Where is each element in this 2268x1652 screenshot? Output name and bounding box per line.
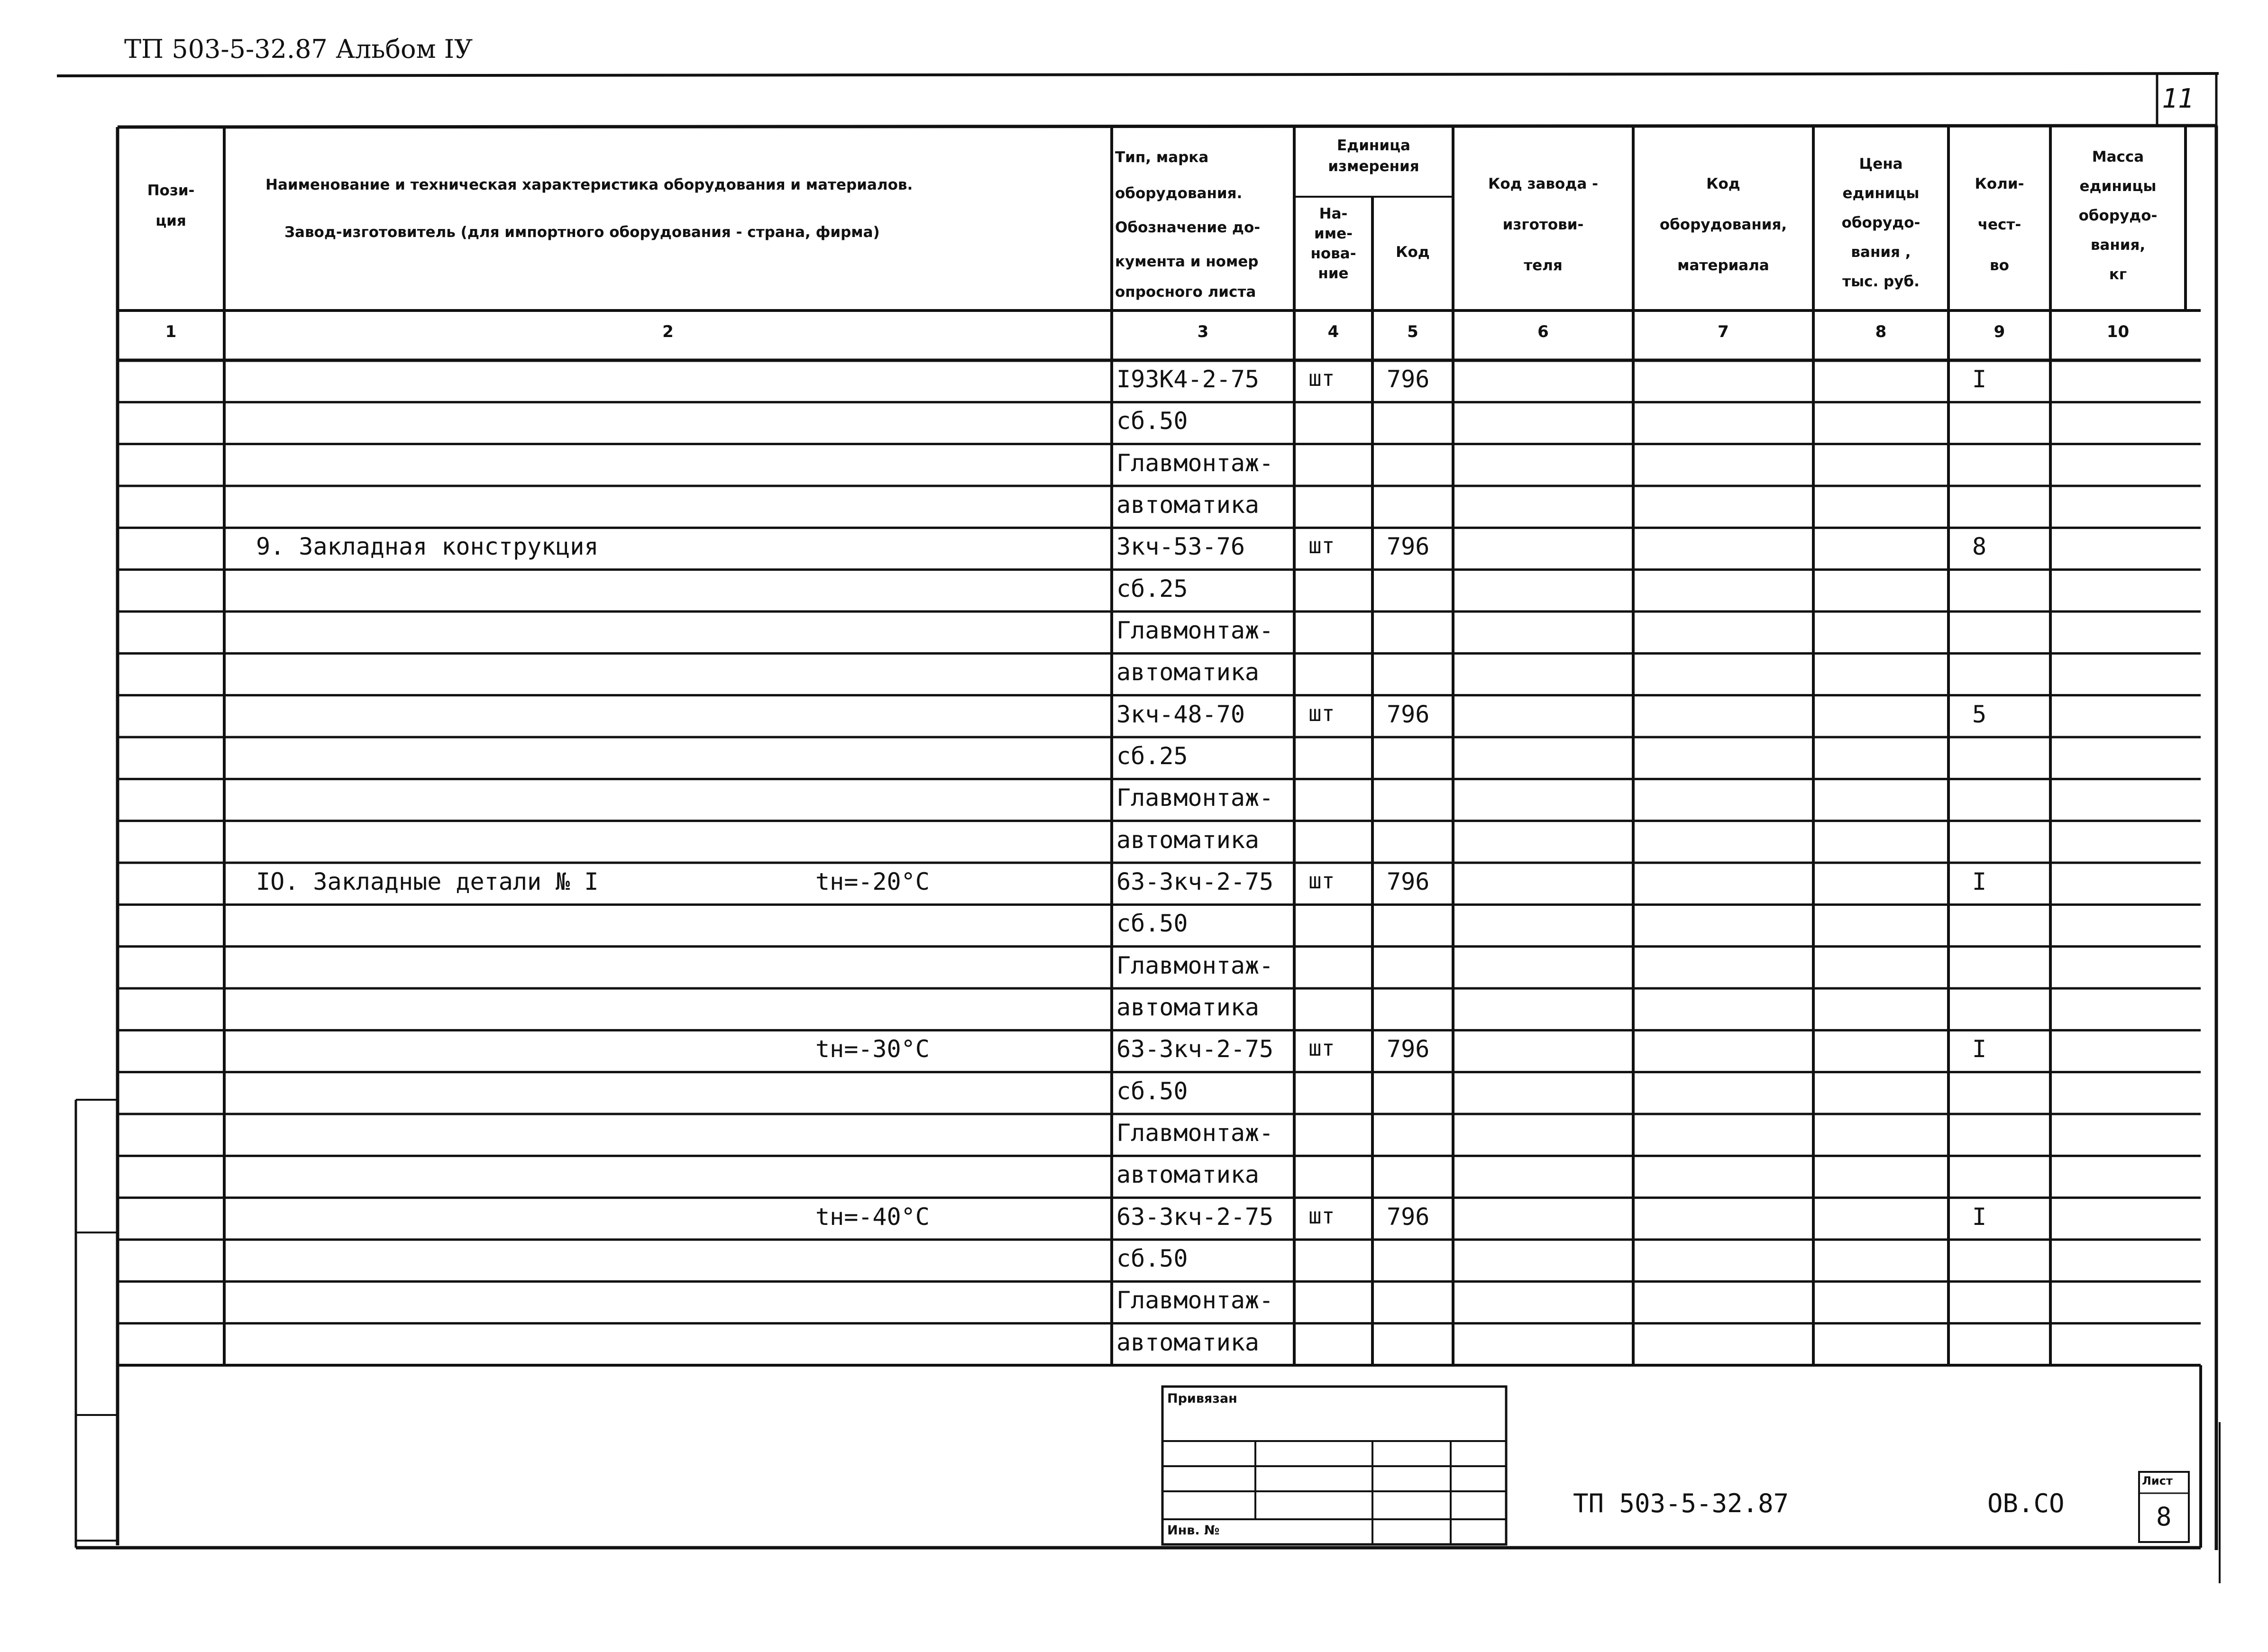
row-temperature: tн=-20°C bbox=[815, 868, 930, 895]
row-quantity: 5 bbox=[1972, 700, 1987, 728]
column-number: 10 bbox=[2106, 322, 2130, 341]
table-row bbox=[118, 1323, 2201, 1365]
row-document: Главмонтаж- bbox=[1116, 951, 1274, 979]
title-block-doc-code: ТП 503-5-32.87 bbox=[1573, 1488, 1789, 1518]
row-document: I93K4-2-75 bbox=[1116, 365, 1260, 393]
row-unit: шт bbox=[1308, 700, 1335, 726]
table-row bbox=[118, 695, 2201, 737]
header-type-line2: оборудования. bbox=[1115, 185, 1243, 202]
header-type-line5: опросного листа bbox=[1115, 283, 1256, 301]
row-unit-code: 796 bbox=[1387, 868, 1430, 895]
table-row bbox=[118, 360, 2201, 402]
row-document: 3кч-53-76 bbox=[1116, 533, 1245, 561]
row-quantity: I bbox=[1972, 365, 1987, 393]
title-block-sheet-label: Лист bbox=[2142, 1474, 2173, 1488]
row-unit: шт bbox=[1308, 533, 1335, 559]
column-number: 1 bbox=[165, 322, 177, 341]
column-number: 2 bbox=[662, 322, 674, 341]
row-document: 3кч-48-70 bbox=[1116, 700, 1245, 728]
column-number: 8 bbox=[1875, 322, 1887, 341]
header-unit-group: Единица измерения bbox=[1328, 137, 1419, 175]
title-block-inventory: Инв. № bbox=[1167, 1523, 1220, 1538]
table-row bbox=[118, 1030, 2201, 1072]
table-row bbox=[118, 737, 2201, 779]
row-document: 63-3кч-2-75 bbox=[1116, 1203, 1274, 1231]
column-number: 4 bbox=[1327, 322, 1339, 341]
table-row bbox=[118, 402, 2201, 444]
row-document: автоматика bbox=[1116, 1161, 1260, 1189]
column-number: 7 bbox=[1718, 322, 1729, 341]
table-row bbox=[118, 1240, 2201, 1281]
row-quantity: I bbox=[1972, 1203, 1987, 1231]
row-unit: шт bbox=[1308, 1035, 1335, 1061]
row-document: 63-3кч-2-75 bbox=[1116, 868, 1274, 895]
row-quantity: I bbox=[1972, 1035, 1987, 1063]
row-unit-code: 796 bbox=[1387, 1203, 1430, 1231]
row-name: IO. Закладные детали № I bbox=[256, 868, 599, 895]
column-number: 9 bbox=[1994, 322, 2005, 341]
title-block-linked: Привязан bbox=[1167, 1391, 1237, 1406]
header-mass: Масса единицы оборудо- вания, кг bbox=[2078, 148, 2158, 283]
table-row bbox=[118, 779, 2201, 821]
row-unit-code: 796 bbox=[1387, 533, 1430, 561]
row-unit: шт bbox=[1308, 868, 1335, 894]
table-row bbox=[118, 821, 2201, 863]
table-row bbox=[118, 612, 2201, 653]
table-row bbox=[118, 1198, 2201, 1240]
row-document: Главмонтаж- bbox=[1116, 784, 1274, 812]
title-block-sheet-number: 8 bbox=[2156, 1502, 2172, 1532]
table-row bbox=[118, 486, 2201, 528]
table-row bbox=[118, 1281, 2201, 1323]
header-quantity: Коли- чест- во bbox=[1975, 175, 2024, 274]
header-price: Цена единицы оборудо- вания , тыс. руб. bbox=[1841, 155, 1920, 290]
row-document: автоматика bbox=[1116, 826, 1260, 854]
row-document: сб.25 bbox=[1116, 575, 1188, 602]
row-document: Главмонтаж- bbox=[1116, 449, 1274, 477]
column-number: 6 bbox=[1537, 322, 1549, 341]
header-type-line3: Обозначение до- bbox=[1115, 219, 1261, 236]
header-unit-code: Код bbox=[1396, 244, 1430, 261]
row-document: сб.25 bbox=[1116, 742, 1188, 770]
row-unit: шт bbox=[1308, 365, 1335, 391]
row-quantity: 8 bbox=[1972, 533, 1987, 561]
header-position: Пози- ция bbox=[147, 182, 195, 229]
row-unit: шт bbox=[1308, 1203, 1335, 1229]
row-document: Главмонтаж- bbox=[1116, 1287, 1274, 1314]
column-number: 5 bbox=[1407, 322, 1418, 341]
row-document: автоматика bbox=[1116, 491, 1260, 519]
table-row bbox=[118, 863, 2201, 904]
row-temperature: tн=-40°C bbox=[815, 1203, 930, 1231]
header-unit-name: На- име- нова- ние bbox=[1310, 205, 1356, 282]
row-unit-code: 796 bbox=[1387, 365, 1430, 393]
row-document: автоматика bbox=[1116, 658, 1260, 686]
table-row bbox=[118, 1156, 2201, 1197]
row-document: Главмонтаж- bbox=[1116, 1119, 1274, 1147]
table-row bbox=[118, 653, 2201, 695]
row-document: Главмонтаж- bbox=[1116, 617, 1274, 644]
table-row bbox=[118, 947, 2201, 988]
table-row bbox=[118, 988, 2201, 1030]
document-title: ТП 503-5-32.87 Альбом IУ bbox=[124, 34, 473, 64]
table-row bbox=[118, 528, 2201, 569]
row-temperature: tн=-30°C bbox=[815, 1035, 930, 1063]
header-maker-code: Код завода - изготови- теля bbox=[1488, 175, 1598, 274]
header-name-line2: Завод-изготовитель (для импортного оборудования - страна, фирма) bbox=[284, 224, 880, 241]
row-document: автоматика bbox=[1116, 1328, 1260, 1356]
row-document: сб.50 bbox=[1116, 1077, 1188, 1105]
column-number: 3 bbox=[1197, 322, 1209, 341]
row-document: сб.50 bbox=[1116, 910, 1188, 938]
row-document: сб.50 bbox=[1116, 407, 1188, 435]
header-type-line1: Тип, марка bbox=[1115, 149, 1209, 166]
header-type-line4: кумента и номер bbox=[1115, 253, 1259, 270]
title-block-section: ОВ.СО bbox=[1987, 1488, 2065, 1518]
table-row bbox=[118, 444, 2201, 486]
row-unit-code: 796 bbox=[1387, 700, 1430, 728]
row-document: 63-3кч-2-75 bbox=[1116, 1035, 1274, 1063]
row-document: сб.50 bbox=[1116, 1245, 1188, 1272]
table-row bbox=[118, 904, 2201, 946]
table-row bbox=[118, 1072, 2201, 1114]
header-equipment-code: Код оборудования, материала bbox=[1659, 175, 1787, 274]
header-name-line1: Наименование и техническая характеристика оборудования и материалов. bbox=[265, 176, 913, 193]
table-row bbox=[118, 1114, 2201, 1156]
row-unit-code: 796 bbox=[1387, 1035, 1430, 1063]
table-row bbox=[118, 570, 2201, 612]
row-quantity: I bbox=[1972, 868, 1987, 895]
page-number: 11 bbox=[2162, 83, 2194, 114]
row-document: автоматика bbox=[1116, 994, 1260, 1021]
row-name: 9. Закладная конструкция bbox=[256, 533, 599, 561]
